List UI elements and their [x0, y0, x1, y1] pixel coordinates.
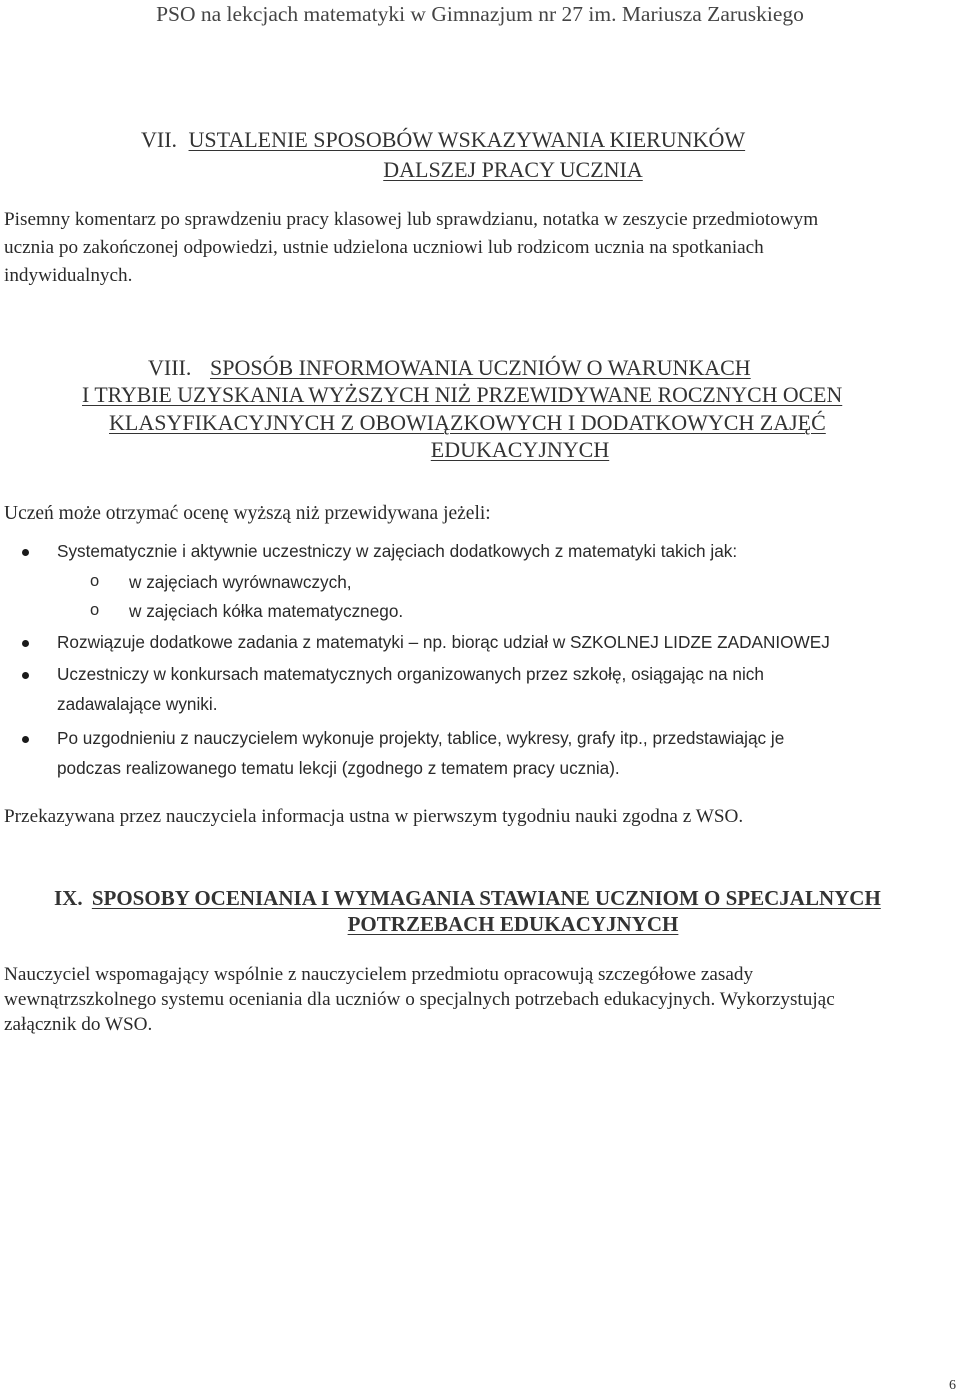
section-8-heading-line1 — [210, 355, 751, 381]
section-9-title-line2: POTRZEBACH EDUKACYJNYCH — [347, 912, 679, 936]
sub-bullet-marker: o — [90, 572, 100, 590]
sub-bullet-2-text: w zajęciach kółka matematycznego. — [129, 601, 404, 621]
bullet-4-text-line2: podczas realizowanego tematu lekcji (zgodnego z tematem pracy ucznia). — [57, 758, 620, 778]
bullet-marker — [22, 672, 29, 679]
bullet-1-text: Systematycznie i aktywnie uczestniczy w zajęciach dodatkowych z matematyki takich jak: — [57, 541, 738, 561]
section-9-number: IX. — [54, 886, 83, 910]
bullet-marker — [22, 549, 29, 556]
section-8-intro: Uczeń może otrzymać ocenę wyższą niż przewidywana jeżeli: — [4, 503, 491, 524]
section-7-paragraph-line2: ucznia po zakończonej odpowiedzi, ustnie udzielona uczniowi lub rodzicom ucznia na spotkaniach — [4, 237, 764, 258]
section-8-title-line3: KLASYFIKACYJNYCH Z OBOWIĄZKOWYCH I DODATKOWYCH ZAJĘĆ — [109, 410, 826, 435]
section-7-heading-line2 — [0, 157, 960, 183]
section-8-heading-line3 — [109, 410, 826, 436]
document-header: PSO na lekcjach matematyki w Gimnazjum nr 27 im. Mariusza Zaruskiego — [156, 2, 804, 26]
section-8-title-line2: I TRYBIE UZYSKANIA WYŻSZYCH NIŻ PRZEWIDYWANE ROCZNYCH OCEN — [82, 383, 843, 407]
bullet-3-text-line2: zadawalające wyniki. — [57, 694, 218, 714]
section-7-paragraph-line3: indywidualnych. — [4, 265, 133, 286]
sub-bullet-1-text: w zajęciach wyrównawczych, — [129, 572, 352, 592]
section-9-heading-line2 — [0, 912, 960, 937]
section-8-title-line4: EDUKACYJNYCH — [430, 437, 610, 462]
bullet-2-text: Rozwiązuje dodatkowe zadania z matematyki – np. biorąc udział w SZKOLNEJ LIDZE ZADANIOWEJ — [57, 632, 830, 652]
section-7-heading-line1 — [141, 127, 745, 153]
page-number: 6 — [949, 1378, 956, 1393]
section-8-title-line1: SPOSÓB INFORMOWANIA UCZNIÓW O WARUNKACH — [210, 355, 751, 380]
section-7-paragraph-line1: Pisemny komentarz po sprawdzeniu pracy klasowej lub sprawdzianu, notatka w zeszycie przedmiotowym — [4, 209, 819, 230]
bullet-3-text-line1: Uczestniczy w konkursach matematycznych organizowanych przez szkołę, osiągając na nich — [57, 664, 764, 684]
bullet-marker — [22, 640, 29, 647]
section-8-heading-line4 — [0, 437, 960, 463]
section-9-paragraph-line3: załącznik do WSO. — [4, 1014, 153, 1035]
section-9-paragraph-line1: Nauczyciel wspomagający wspólnie z nauczycielem przedmiotu opracowują szczegółowe zasady — [4, 964, 754, 985]
section-7-title-line1: USTALENIE SPOSOBÓW WSKAZYWANIA KIERUNKÓW — [188, 127, 746, 152]
section-8-number: VIII. — [148, 355, 192, 380]
bullet-4-text-line1: Po uzgodnieniu z nauczycielem wykonuje projekty, tablice, wykresy, grafy itp., przedstawiając je — [57, 728, 785, 748]
section-7-title-line2: DALSZEJ PRACY UCZNIA — [383, 157, 643, 182]
section-8-closing: Przekazywana przez nauczyciela informacja ustna w pierwszym tygodniu nauki zgodna z WSO. — [4, 806, 744, 827]
section-8-heading-line2 — [82, 383, 842, 408]
section-7-number: VII. — [141, 127, 178, 152]
section-9-title-line1: SPOSOBY OCENIANIA I WYMAGANIA STAWIANE UCZNIOM O SPECJALNYCH — [91, 886, 881, 910]
sub-bullet-marker: o — [90, 601, 100, 619]
bullet-marker — [22, 736, 29, 743]
section-9-paragraph-line2: wewnątrzszkolnego systemu oceniania dla uczniów o specjalnych potrzebach edukacyjnych. Wykorzystując — [4, 989, 835, 1010]
section-9-heading-line1 — [54, 886, 881, 911]
